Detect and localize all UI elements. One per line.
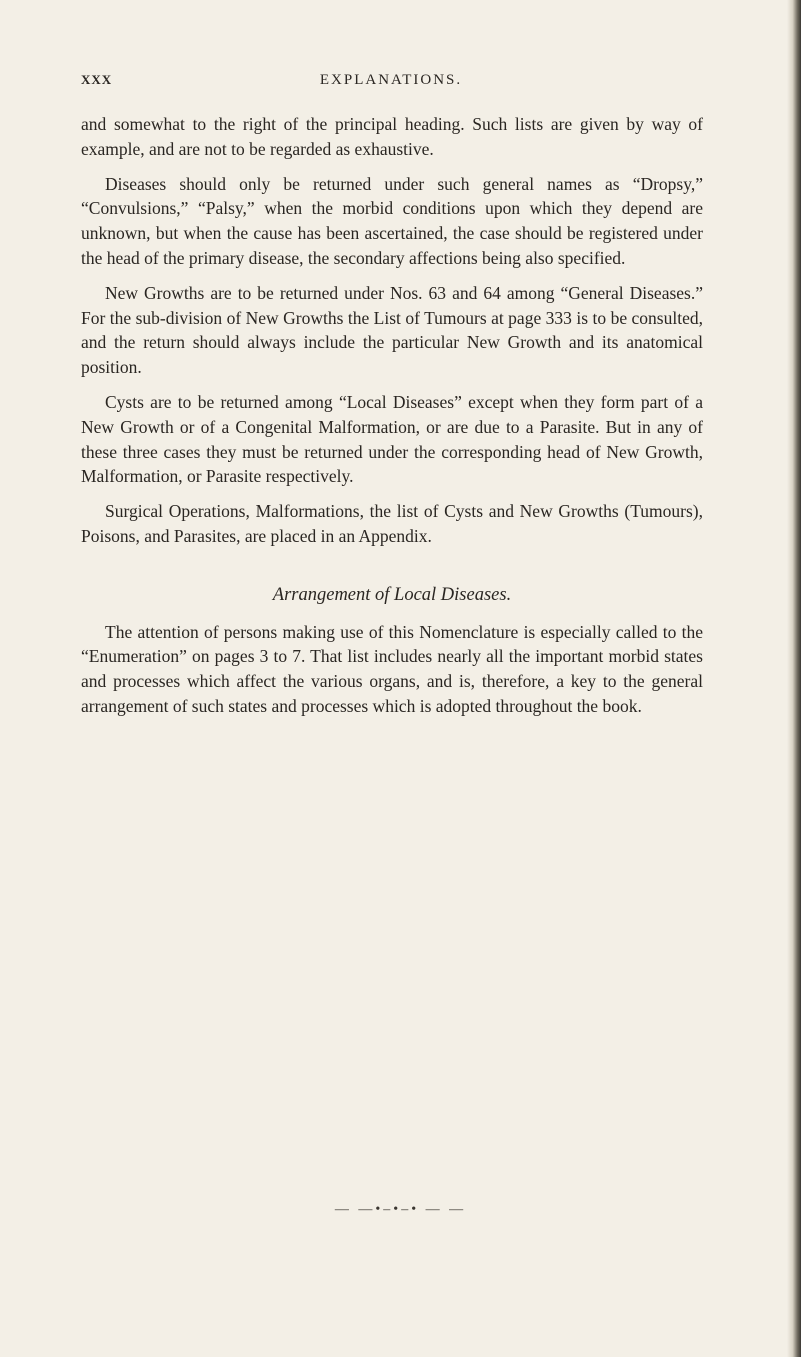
- page-header: [81, 72, 701, 96]
- paragraph-continuation: and somewhat to the right of the principal heading. Such lists are given by way of example, and are not to be regarded as exhaustive.: [81, 114, 703, 159]
- page-number: XXX: [81, 72, 113, 87]
- page-edge-shadow: [787, 0, 801, 1357]
- body-text: [81, 112, 703, 729]
- ornament-divider: — —•–•–• — —: [334, 1202, 467, 1217]
- paragraph-appendix: Surgical Operations, Malformations, the list of Cysts and New Growths (Tumours), Poisons, and Parasites, are placed in an Appendix.: [81, 501, 703, 546]
- running-head: EXPLANATIONS.: [319, 72, 463, 88]
- paragraph-diseases: Diseases should only be returned under such general names as “Dropsy,” “Convulsions,” “Palsy,” when the morbid conditions upon which they depend are unknown, but when the cause has been ascertained, the case should be registered under the head of the primary disease, the secondary affections being also specified.: [81, 173, 703, 268]
- paragraph-cysts: Cysts are to be returned among “Local Diseases” except when they form part of a New Growth or of a Congenital Malformation, or are due to a Parasite. But in any of these three cases they must be returned under the corresponding head of New Growth, Malformation, or Parasite respectively.: [81, 391, 703, 487]
- paragraph-arrangement: The attention of persons making use of this Nomenclature is especially called to the “Enumeration” on pages 3 to 7. That list includes nearly all the important morbid states and processes which affect the various organs, and is, therefore, a key to the general arrangement of such states and processes which is adopted throughout the book.: [81, 621, 703, 716]
- paragraph-new-growths: New Growths are to be returned under Nos. 63 and 64 among “General Diseases.” For the sub-division of New Growths the List of Tumours at page 333 is to be consulted, and the return should always include the particular New Growth and its anatomical position.: [81, 282, 703, 378]
- section-heading: Arrangement of Local Diseases.: [272, 584, 512, 605]
